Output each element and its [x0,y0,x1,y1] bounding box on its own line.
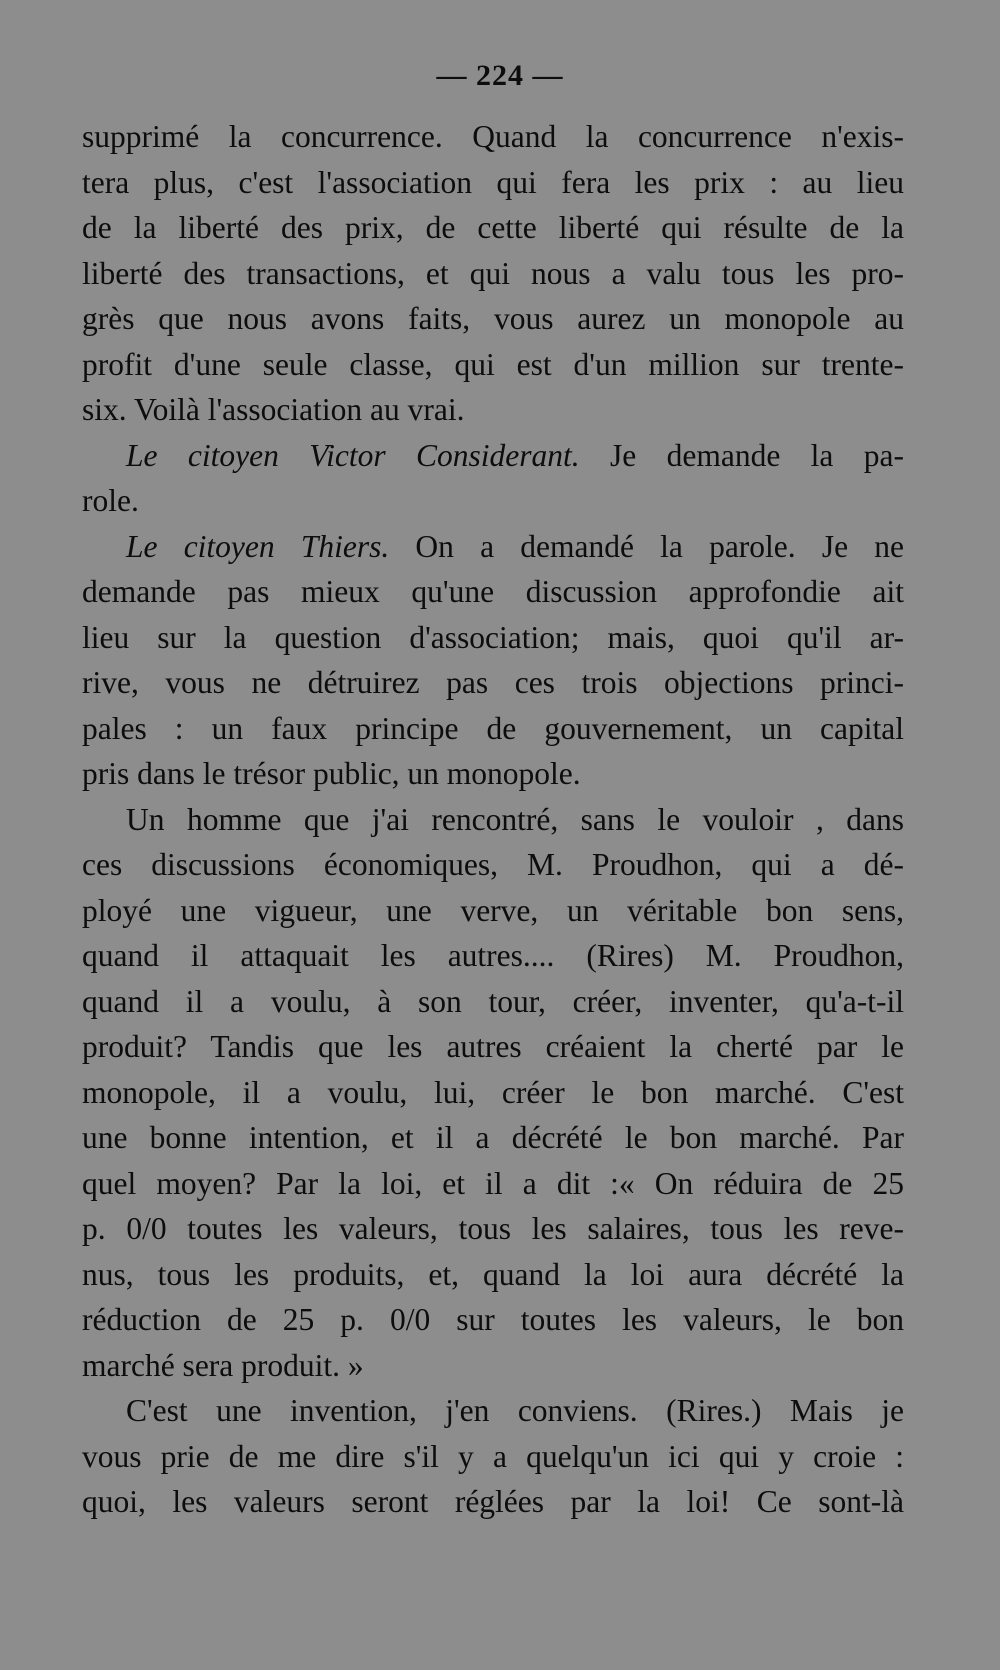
text-line: réduction de 25 p. 0/0 sur toutes les valeurs, le bon [82,1302,904,1337]
speaker-name: Le citoyen Thiers. [126,528,390,564]
text-line: pales : un faux principe de gouvernement, un capital [82,710,904,746]
text-line: p. 0/0 toutes les valeurs, tous les salaires, tous les reve- [82,1211,904,1246]
text-line: tera plus, c'est l'association qui fera les prix : au lieu [82,164,904,200]
text-line: quand il attaquait les autres.... (Rires) M. Proudhon, [82,938,904,973]
text-line: lieu sur la question d'association; mais, quoi qu'il ar- [82,619,904,655]
text-line: marché sera produit. » [82,1347,364,1383]
body-text [82,114,904,1525]
text-line: de la liberté des prix, de cette liberté qui résulte de la [82,210,904,245]
text-line: liberté des transactions, et qui nous a valu tous les pro- [82,255,904,291]
text-line: role. [82,483,139,518]
text-line: monopole, il a voulu, lui, créer le bon marché. C'est [82,1074,904,1110]
text-line: grès que nous avons faits, vous aurez un monopole au [82,301,904,336]
paragraph-start-line: C'est une invention, j'en conviens. (Rires.) Mais je [126,1393,904,1428]
speaker-name: Le citoyen Victor Considerant. [126,437,580,473]
text-line: rive, vous ne détruirez pas ces trois objections princi- [82,665,904,700]
text-line: quoi, les valeurs seront réglées par la loi! Ce sont-là [82,1484,904,1519]
text-line: ces discussions économiques, M. Proudhon, qui a dé- [82,847,904,882]
text-line: quel moyen? Par la loi, et il a dit :« On réduira de 25 [82,1165,904,1201]
text-line: pris dans le trésor public, un monopole. [82,756,581,791]
text-line: une bonne intention, et il a décrété le bon marché. Par [82,1120,904,1155]
text-line: ployé une vigueur, une verve, un véritable bon sens, [82,892,904,928]
text-line: quand il a voulu, à son tour, créer, inventer, qu'a-t-il [82,983,904,1019]
text-line: produit? Tandis que les autres créaient la cherté par le [82,1029,904,1064]
text-line: nus, tous les produits, et, quand la loi aura décrété la [82,1256,904,1292]
page-number: — 224 — [436,59,564,92]
text-line: vous prie de me dire s'il y a quelqu'un ici qui y croie : [82,1438,904,1474]
speech-line: Le citoyen Victor Considerant. Je demande la pa- [126,437,904,473]
paragraph-start-line: Un homme que j'ai rencontré, sans le vouloir , dans [126,801,904,837]
text-line: supprimé la concurrence. Quand la concurrence n'exis- [82,119,904,154]
text-line: demande pas mieux qu'une discussion approfondie ait [82,574,904,609]
text-line: profit d'une seule classe, qui est d'un million sur trente- [82,346,904,382]
speech-line: Le citoyen Thiers. On a demandé la parole. Je ne [126,528,904,564]
text-line: six. Voilà l'association au vrai. [82,392,465,427]
